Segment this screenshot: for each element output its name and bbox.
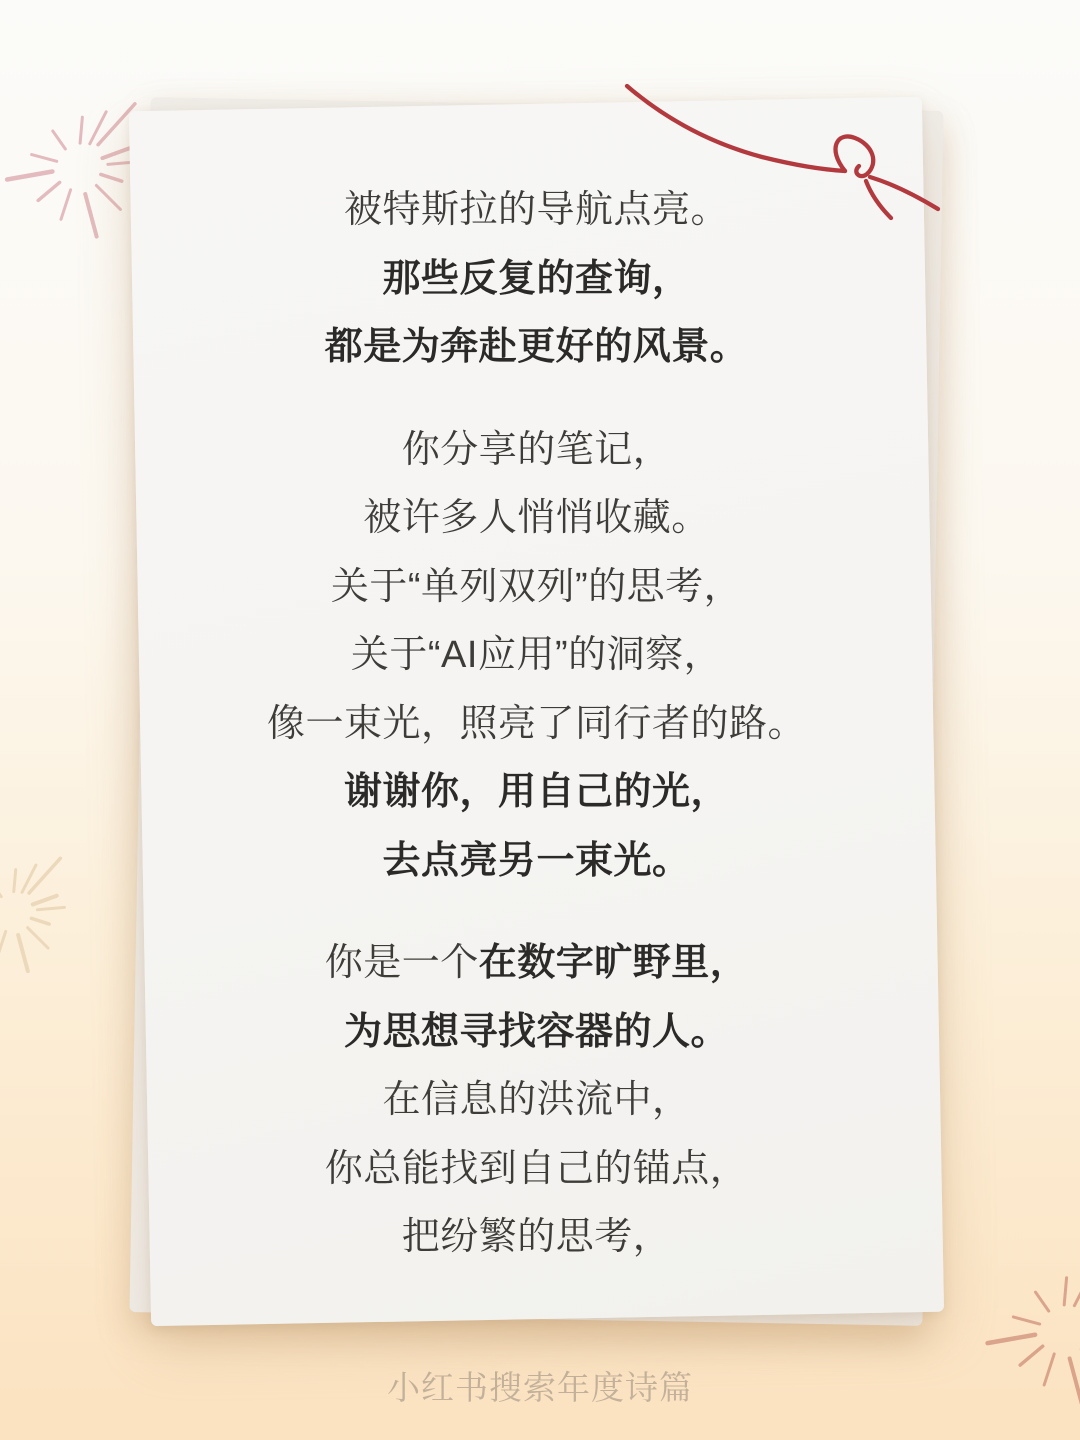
poem-line: 关于“AI应用”的洞察， [350,634,723,676]
poem-line: 那些反复的查询， [382,257,691,300]
poem-line: 像一束光，照亮了同行者的路。 [266,702,806,745]
poem-line: 你分享的笔记， [401,428,672,471]
poem-line [140,929,933,998]
poem-line: 在信息的洪流中， [382,1079,691,1121]
footer-caption: 小红书搜索年度诗篇 [387,1369,693,1406]
poem-line: 为思想寻找容器的人。 [343,1010,729,1053]
poem-line: 去点亮另一束光。 [382,839,691,882]
poem-line: 你总能找到自己的锚点， [324,1147,749,1190]
poem-line: 都是为奔赴更好的风景。 [324,326,749,368]
firework-left-middle [0,858,64,971]
poem-text [140,176,933,1272]
firework-top-left [7,104,140,237]
poem-line-segment: 在数字旷野里， [478,942,749,984]
poem-line: 把纷繁的思考， [401,1216,672,1258]
poem-line-segment: 你是一个 [324,942,479,984]
poem-line: 谢谢你，用自己的光， [343,771,729,813]
poem-line: 被特斯拉的导航点亮。 [343,189,729,231]
poem-line: 被许多人悄悄收藏。 [363,497,710,539]
poem-line: 关于“单列双列”的思考， [330,565,743,608]
